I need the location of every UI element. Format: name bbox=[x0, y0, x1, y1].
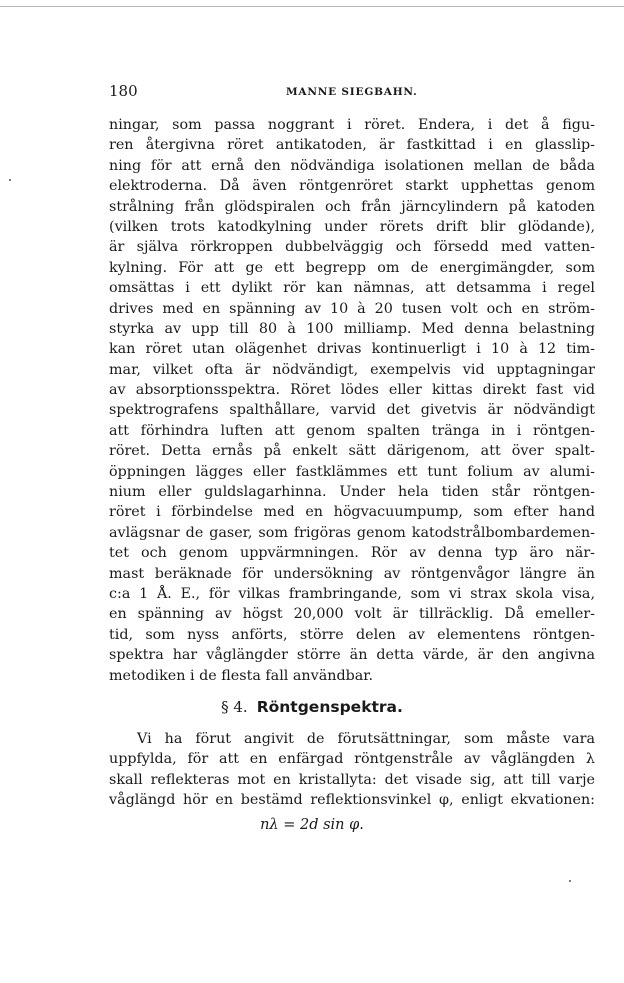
body-paragraph-2 bbox=[109, 729, 595, 811]
text-line: av absorptionsspektra. Röret lödes eller kittas direkt fast vid bbox=[109, 382, 595, 399]
text-line: öppningen lägges eller fastklämmes ett tunt folium av alumi- bbox=[109, 463, 595, 480]
text-line: strålning från glödspiralen och från järncylindern på katoden bbox=[109, 198, 595, 215]
text-line: våglängd hör en bestämd reflektionsvinkel φ, enligt ekvationen: bbox=[109, 792, 595, 809]
text-line: drives med en spänning av 10 à 20 tusen volt och en ström- bbox=[109, 300, 595, 317]
text-line: röret i förbindelse med en högvacuumpump, som efter hand bbox=[109, 504, 595, 521]
text-line: ren återgivna röret antikatoden, är fastkittad i en glasslip- bbox=[109, 137, 595, 154]
section-heading bbox=[0, 697, 624, 717]
section-number: § 4. bbox=[221, 698, 248, 716]
scan-speck bbox=[9, 179, 11, 181]
text-line: omsättas i ett dylikt rör kan nämnas, att detsamma i regel bbox=[109, 280, 595, 297]
running-head: MANNE SIEGBAHN. bbox=[286, 86, 418, 98]
text-line: spektra har våglängder större än detta värde, är den angivna bbox=[109, 647, 595, 664]
text-line: röret. Detta ernås på enkelt sätt därigenom, att över spalt- bbox=[109, 443, 595, 460]
text-line: styrka av upp till 80 à 100 milliamp. Med denna belastning bbox=[109, 320, 595, 337]
text-line: ningar, som passa noggrant i röret. Endera, i det å figu- bbox=[109, 117, 595, 133]
text-line: är själva rörkroppen dubbelväggig och försedd med vatten- bbox=[109, 239, 595, 256]
text-line: elektroderna. Då även röntgenröret starkt upphettas genom bbox=[109, 178, 595, 195]
text-line: uppfylda, för att en enfärgad röntgenstråle av våglängden λ bbox=[109, 751, 595, 768]
text-line: kylning. För att ge ett begrepp om de energimängder, som bbox=[109, 259, 595, 276]
text-line: mast beräknade för undersökning av röntgenvågor längre än bbox=[109, 565, 595, 582]
top-rule bbox=[0, 6, 624, 7]
text-line: tid, som nyss anförts, större delen av elementens röntgen- bbox=[109, 626, 595, 643]
page-number: 180 bbox=[109, 82, 138, 100]
equation: nλ = 2d sin φ. bbox=[260, 817, 364, 833]
section-title: Röntgenspektra. bbox=[256, 698, 403, 716]
text-line: skall reflekteras mot en kristallyta: det visade sig, att till varje bbox=[109, 771, 595, 788]
scan-speck bbox=[569, 880, 571, 882]
text-line: en spänning av högst 20,000 volt är tillräcklig. Då emeller- bbox=[109, 606, 595, 623]
text-line: c:a 1 Å. E., för vilkas frambringande, som vi strax skola visa, bbox=[109, 585, 595, 602]
text-line: tet och genom uppvärmningen. Rör av denna typ äro när- bbox=[109, 545, 595, 562]
text-line: (vilken trots katodkylning under rörets drift blir glödande), bbox=[109, 218, 595, 235]
text-line: avlägsnar de gaser, som frigöras genom katodstrålbombardemen- bbox=[109, 524, 595, 541]
text-line: spektrografens spalthållare, varvid det givetvis är nödvändigt bbox=[109, 402, 595, 419]
text-line: nium eller guldslagarhinna. Under hela tiden står röntgen- bbox=[109, 484, 595, 501]
text-line: mar, vilket ofta är nödvändigt, exempelvis vid upptagningar bbox=[109, 361, 595, 378]
text-line: att förhindra luften att genom spalten tränga in i röntgen- bbox=[109, 422, 595, 439]
text-line: metodiken i de flesta fall användbar. bbox=[109, 667, 374, 684]
text-line: Vi ha förut angivit de förutsättningar, som måste vara bbox=[137, 731, 595, 747]
text-line: ning för att ernå den nödvändiga isolationen mellan de båda bbox=[109, 157, 595, 174]
text-line: kan röret utan olägenhet drivas kontinuerligt i 10 à 12 tim- bbox=[109, 341, 595, 358]
body-paragraph-1 bbox=[109, 115, 595, 686]
